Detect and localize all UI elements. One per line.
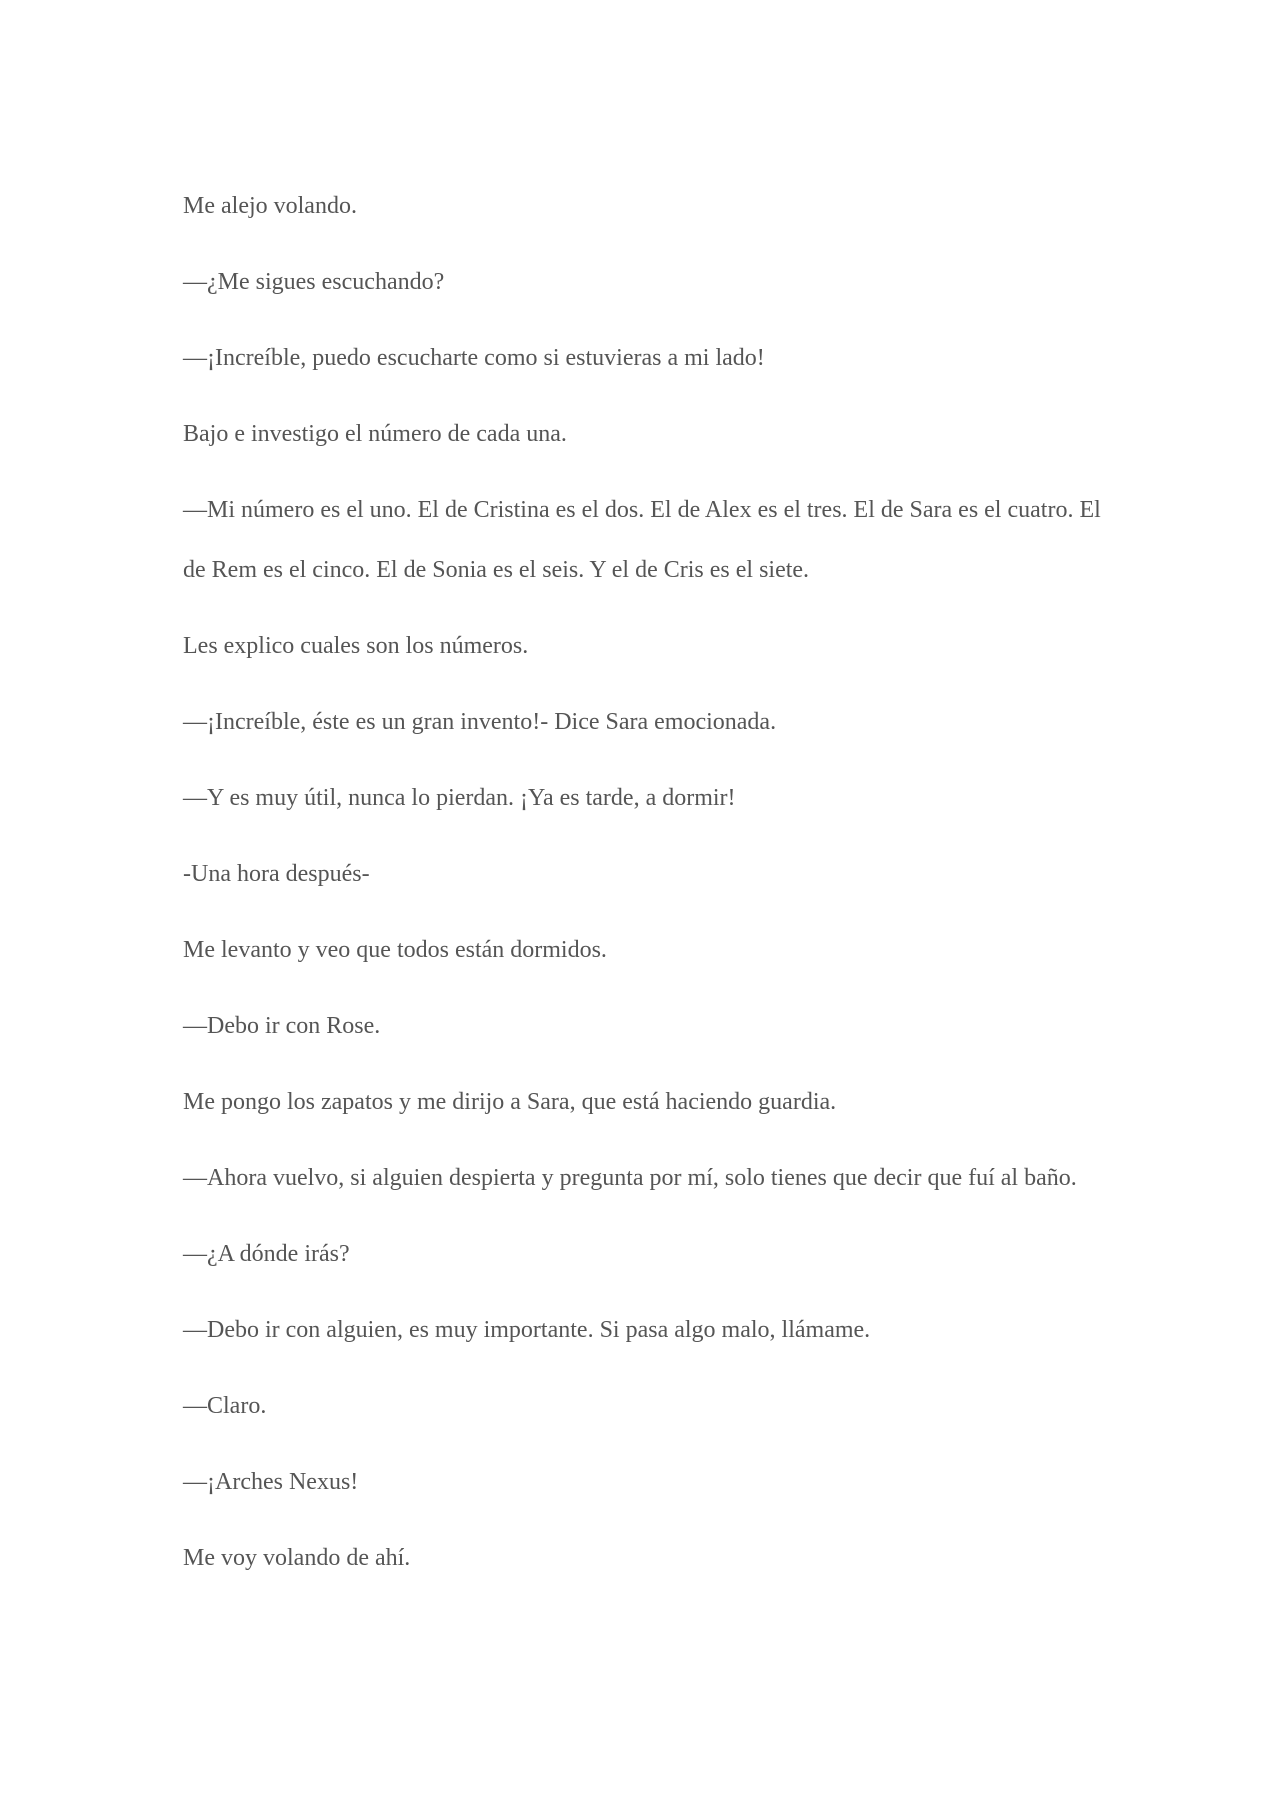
paragraph: —Claro. [183,1393,267,1419]
paragraph: —Debo ir con alguien, es muy importante. Si pasa algo malo, llámame. [183,1317,871,1343]
paragraph: —Mi número es el uno. El de Cristina es el dos. El de Alex es el tres. El de Sara es el cuatro. El de Rem es el cinco. El de Sonia es el seis. Y el de Cris es el siete. [183,497,1101,583]
paragraph: Me voy volando de ahí. [183,1545,411,1571]
paragraph: Me alejo volando. [183,193,357,219]
paragraph: Me pongo los zapatos y me dirijo a Sara, que está haciendo guardia. [183,1089,837,1115]
document-page [183,176,1103,1604]
paragraph: Les explico cuales son los números. [183,633,529,659]
paragraph: —Ahora vuelvo, si alguien despierta y pregunta por mí, solo tienes que decir que fuí al baño. [183,1165,1077,1191]
paragraph: —¡Increíble, puedo escucharte como si estuvieras a mi lado! [183,345,765,371]
paragraph: —¿A dónde irás? [183,1241,350,1267]
paragraph: —¿Me sigues escuchando? [183,269,445,295]
paragraph: —¡Increíble, éste es un gran invento!- Dice Sara emocionada. [183,709,777,735]
paragraph: —Debo ir con Rose. [183,1013,381,1039]
paragraph: —Y es muy útil, nunca lo pierdan. ¡Ya es tarde, a dormir! [183,785,736,811]
paragraph: Bajo e investigo el número de cada una. [183,421,567,447]
paragraph: -Una hora después- [183,861,370,887]
paragraph: Me levanto y veo que todos están dormidos. [183,937,607,963]
paragraph: —¡Arches Nexus! [183,1469,359,1495]
